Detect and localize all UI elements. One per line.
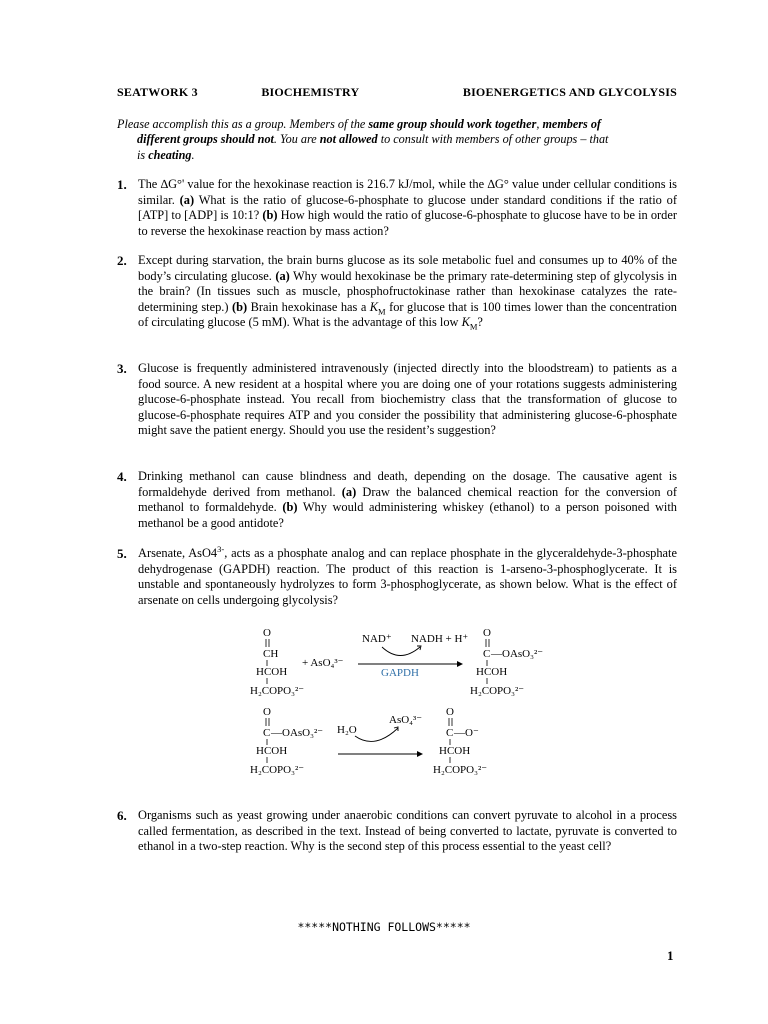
question-text: Organisms such as yeast growing under anaerobic conditions can convert pyruvate to alcohol in a process called fermentation, as described in the text. Instead of being converted to lactate, pyruvate is converted to ethanol in a two-step reaction. Why is the second step of this process essential to the yeast cell? — [138, 808, 677, 854]
question-text: Except during starvation, the brain burns glucose as its sole metabolic fuel and consumes up to 40% of the body’s circulating glucose. (a) Why would hexokinase be the primary rate-determining step of glycolysis in the brain? (In tissues such as muscle, phosphofructokinase rather than hexokinase catalyzes the rate-determining step.) (b) Brain hexokinase has a $K_M$ for glucose that is 100 times lower than the concentration of circulating glucose (5 mM). What is the advantage of this low $K_M$? — [138, 253, 677, 332]
svg-text:O: O — [263, 706, 271, 718]
question-number: 1. — [117, 177, 127, 192]
question-2 — [117, 253, 677, 331]
3-phosphoglycerate — [433, 706, 487, 776]
svg-text:H₂COPO₃²⁻: H₂COPO₃²⁻ — [250, 685, 305, 697]
arsenate-released-label: AsO₄³⁻ — [389, 714, 423, 726]
header-seatwork: SEATWORK 3 — [117, 85, 198, 99]
gapdh-label: GAPDH — [381, 667, 419, 679]
svg-text:H₂COPO₃²⁻: H₂COPO₃²⁻ — [250, 764, 305, 776]
nad-label: NAD⁺ — [362, 633, 392, 645]
question-5 — [117, 543, 677, 608]
gapdh-arrow — [358, 633, 468, 679]
svg-text:H₂COPO₃²⁻: H₂COPO₃²⁻ — [470, 685, 525, 697]
svg-text:—OAsO₃²⁻: —OAsO₃²⁻ — [271, 727, 324, 739]
question-4 — [117, 469, 677, 531]
svg-text:HCOH: HCOH — [476, 666, 508, 678]
water-label: H₂O — [337, 724, 357, 736]
question-1 — [117, 177, 677, 239]
question-6 — [117, 808, 677, 855]
svg-text:O: O — [263, 627, 271, 639]
svg-text:HCOH: HCOH — [256, 745, 288, 757]
svg-text:—O⁻: —O⁻ — [454, 727, 479, 739]
arsenate-reactant: + AsO₄³⁻ — [302, 657, 344, 669]
question-3 — [117, 361, 677, 439]
nadh-label: NADH + H⁺ — [411, 633, 469, 645]
instructions: Please accomplish this as a group. Members of the same group should work together, members of different groups should not. You are not allowed to consult with members of other groups – that is cheating. — [117, 117, 609, 162]
question-number: 3. — [117, 361, 127, 376]
header-topic: BIOENERGETICS AND GLYCOLYSIS — [462, 85, 677, 99]
reaction-scheme — [230, 620, 560, 785]
question-number: 4. — [117, 469, 127, 484]
hydrolysis-arrow — [337, 714, 423, 757]
glyceraldehyde-3-phosphate — [250, 627, 304, 697]
svg-text:C: C — [263, 727, 271, 739]
question-number: 5. — [117, 546, 127, 561]
page-number: 1 — [667, 948, 674, 963]
svg-text:C: C — [446, 727, 454, 739]
svg-text:O: O — [446, 706, 454, 718]
question-text: Arsenate, $AsO4^{3-}$, acts as a phosphate analog and can replace phosphate in the glyceraldehyde-3-phosphate dehydrogenase (GAPDH) reaction. The product of this reaction is 1-arseno-3-phosphoglycerate. It is unstable and spontaneously hydrolyzes to form 3-phosphoglycerate, as shown below. What is the effect of arsenate on cells undergoing glycolysis? — [138, 543, 677, 607]
question-number: 2. — [117, 253, 127, 268]
svg-text:HCOH: HCOH — [439, 745, 471, 757]
header-subject: BIOCHEMISTRY — [261, 85, 360, 99]
svg-text:CH: CH — [263, 648, 279, 660]
question-text: Glucose is frequently administered intravenously (injected directly into the bloodstream) to patients as a food source. A new resident at a hospital where you are doing one of your rotations suggests administering glucose-6-phosphate instead. You recall from biochemistry class that the transformation of glucose to glucose-6-phosphate requires ATP and you consider the possibility that administering glucose-6-phosphate might save the patient energy. Should you use the resident’s suggestion? — [138, 361, 677, 438]
document-header — [117, 85, 677, 101]
question-number: 6. — [117, 808, 127, 823]
question-text: Drinking methanol can cause blindness and death, depending on the dosage. The causative agent is formaldehyde derived from methanol. (a) Draw the balanced chemical reaction for the conversion of methanol to formaldehyde. (b) Why would administering whiskey (ethanol) to a person poisoned with methanol be a good antidote? — [138, 469, 677, 530]
svg-text:C: C — [483, 648, 491, 660]
svg-text:HCOH: HCOH — [256, 666, 288, 678]
reaction-diagram — [230, 620, 560, 790]
nothing-follows-note: *****NOTHING FOLLOWS***** — [297, 920, 471, 934]
1-arseno-3-phosphoglycerate-row2 — [250, 706, 323, 776]
svg-text:H₂COPO₃²⁻: H₂COPO₃²⁻ — [433, 764, 488, 776]
question-text: The ∆G°' value for the hexokinase reaction is 216.7 kJ/mol, while the ∆G° value under cellular conditions is similar. (a) What is the ratio of glucose-6-phosphate to glucose under standard conditions if the ratio of [ATP] to [ADP] is 10:1? (b) How high would the ratio of glucose-6-phosphate to glucose have to be in order to reverse the hexokinase reaction by mass action? — [138, 177, 677, 238]
svg-text:O: O — [483, 627, 491, 639]
svg-text:—OAsO₃²⁻: —OAsO₃²⁻ — [491, 648, 544, 660]
1-arseno-3-phosphoglycerate — [470, 627, 543, 697]
